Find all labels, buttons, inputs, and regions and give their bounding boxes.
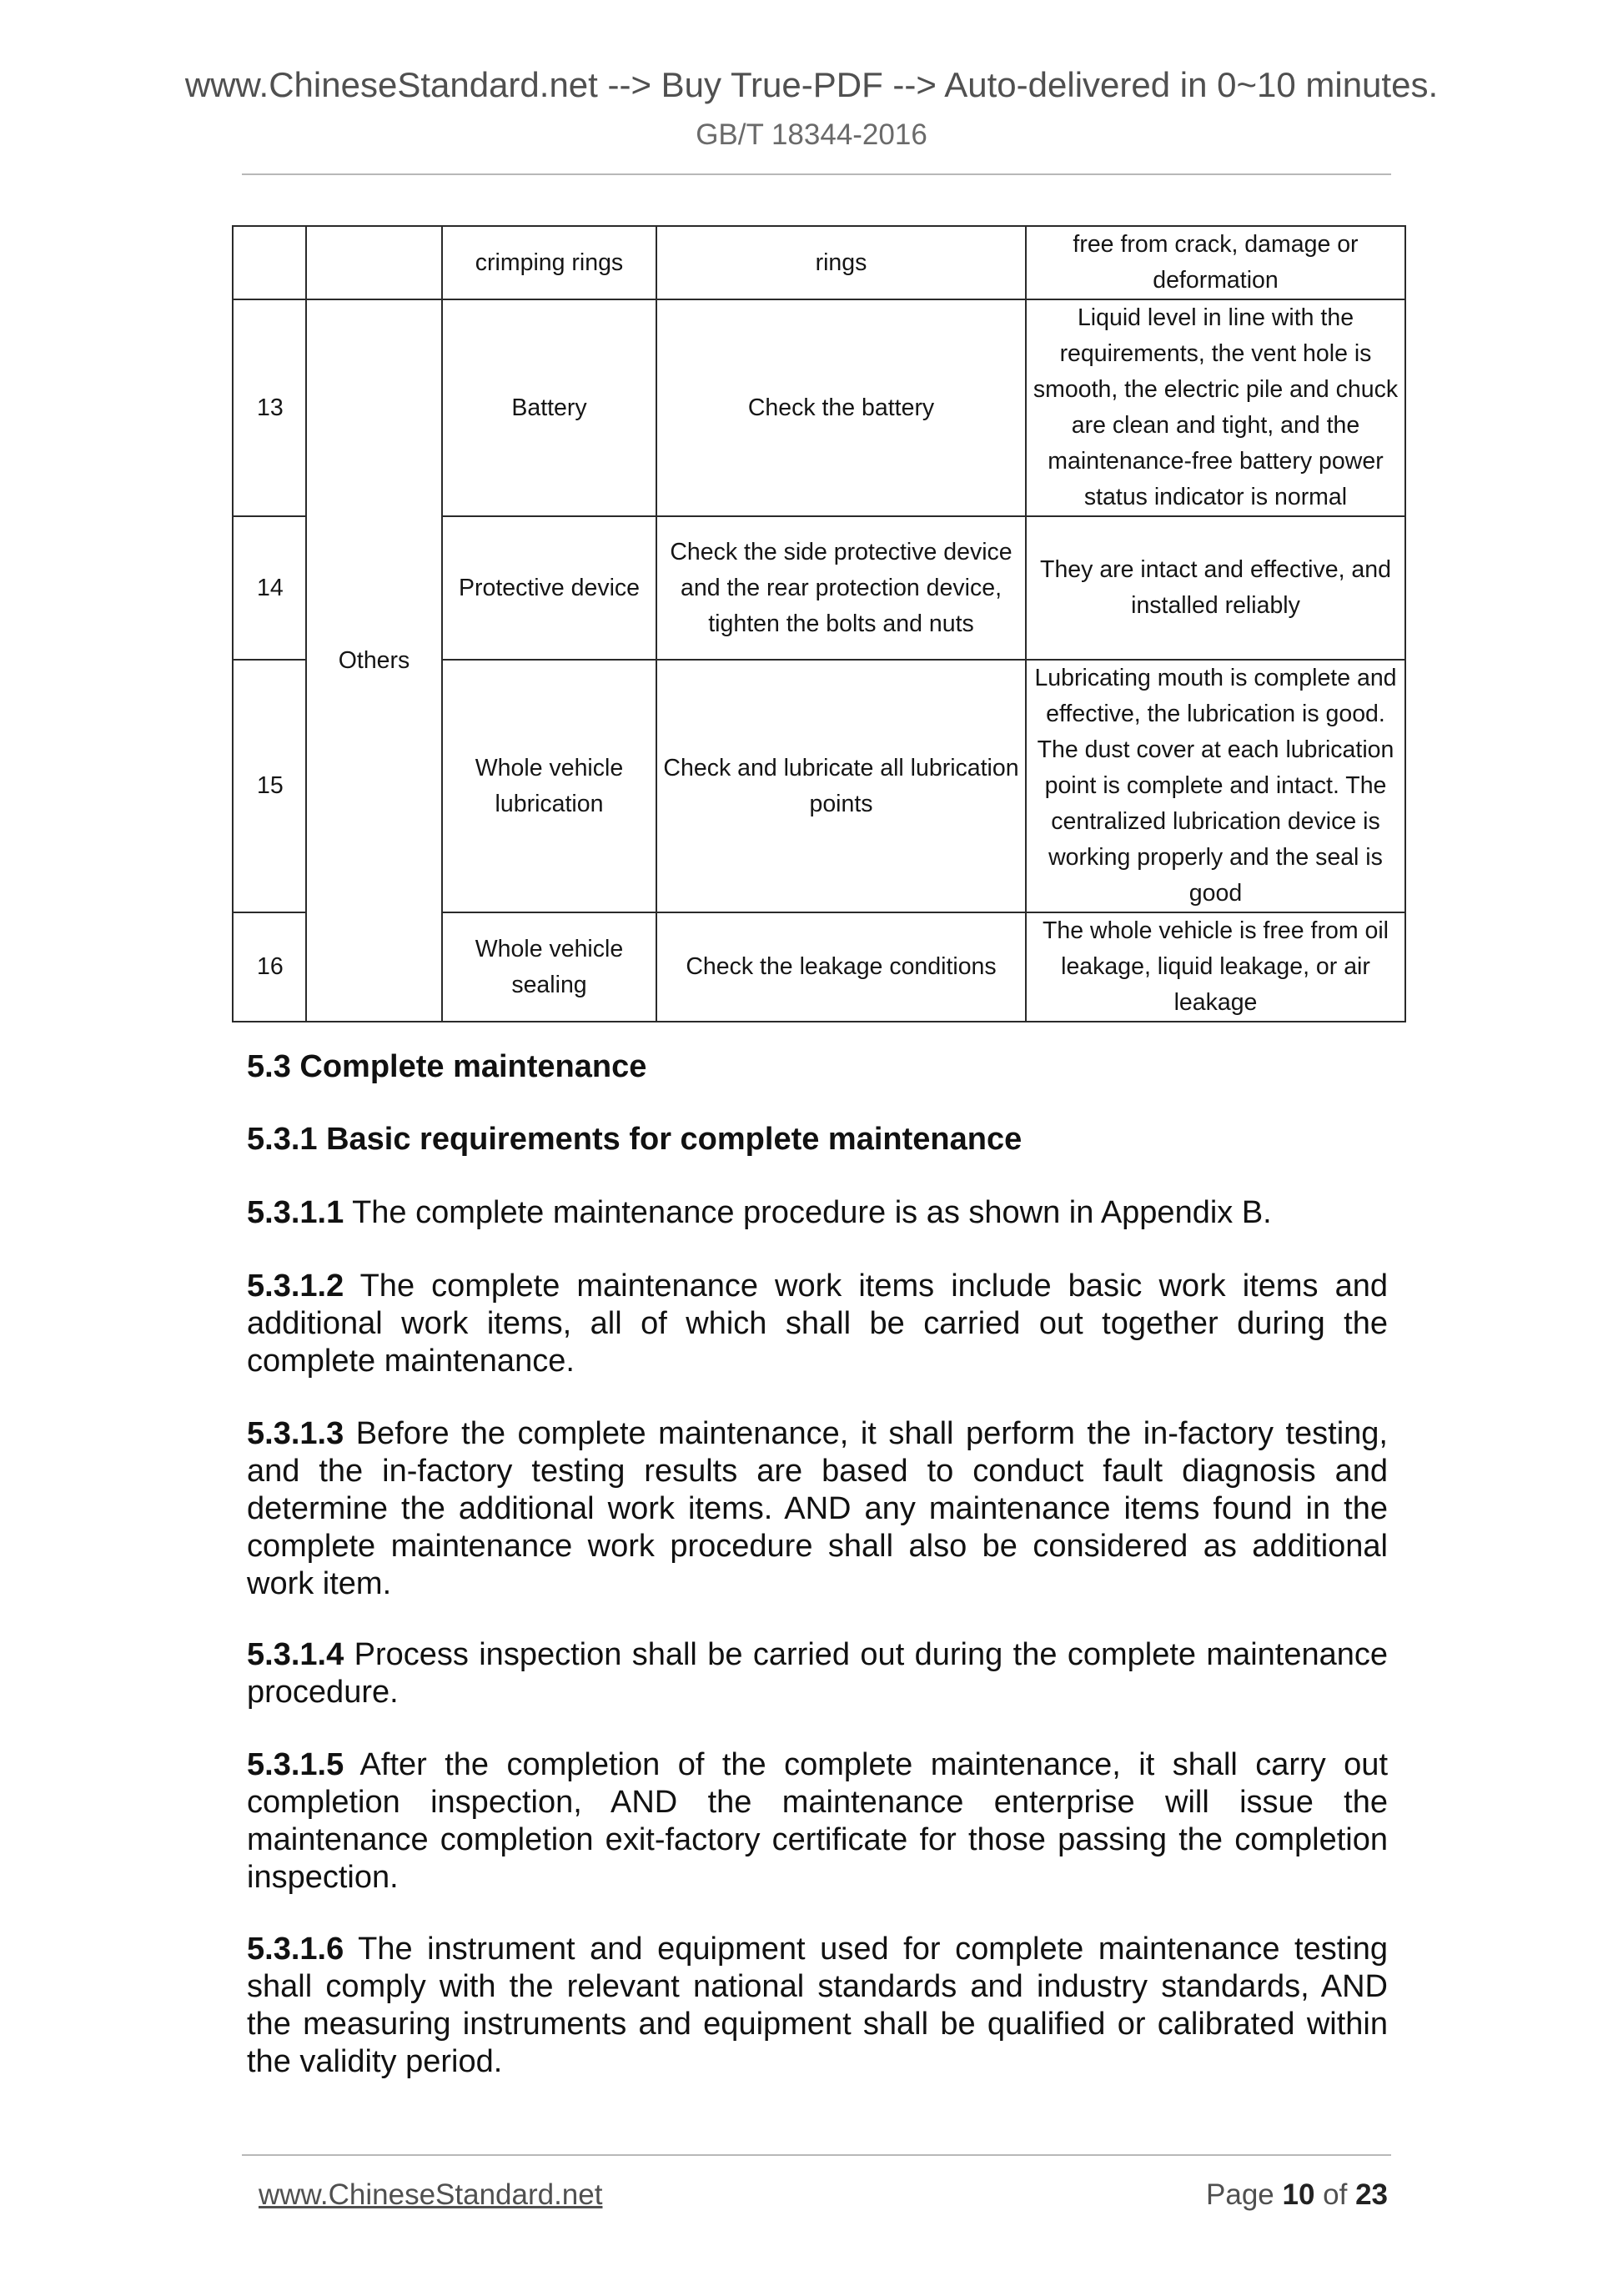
table-cell-num: 14 — [233, 516, 306, 660]
table-cell-content: rings — [656, 226, 1026, 299]
table-cell-item: Battery — [442, 299, 656, 516]
table-cell-item: crimping rings — [442, 226, 656, 299]
table-cell-item: Whole vehicle lubrication — [442, 660, 656, 912]
clause-number: 5.3.1.5 — [247, 1747, 344, 1782]
table-cell-content: Check the side protective device and the rear protection device, tighten the bolts and nuts — [656, 516, 1026, 660]
clause-text: After the completion of the complete maintenance, it shall carry out completion inspection, AND the maintenance enterprise will issue the maintenance completion exit-factory certificate for those passing the completion inspection. — [247, 1747, 1388, 1895]
page-current: 10 — [1282, 2178, 1315, 2211]
section-subtitle: 5.3.1 Basic requirements for complete maintenance — [247, 1122, 1023, 1157]
clause-number: 5.3.1.3 — [247, 1416, 344, 1451]
table-row-continued — [233, 226, 1405, 299]
page-indicator — [1206, 2178, 1388, 2212]
table-cell-num: 16 — [233, 912, 306, 1022]
clause-paragraph — [247, 1194, 1388, 1232]
clause-paragraph — [247, 1931, 1388, 2081]
table-cell-requirement: free from crack, damage or deformation — [1026, 226, 1405, 299]
clause-number: 5.3.1.4 — [247, 1637, 344, 1672]
table-cell-requirement: The whole vehicle is free from oil leakage, liquid leakage, or air leakage — [1026, 912, 1405, 1022]
clause-paragraph — [247, 1268, 1388, 1380]
standard-id: GB/T 18344-2016 — [696, 118, 927, 151]
clause-paragraph — [247, 1746, 1388, 1897]
page-total: 23 — [1355, 2178, 1388, 2211]
clause-number: 5.3.1.2 — [247, 1269, 344, 1304]
page-of: of — [1314, 2178, 1356, 2211]
table-row — [233, 299, 1405, 516]
clause-text: The complete maintenance procedure is as shown in Appendix B. — [344, 1195, 1272, 1230]
header-divider — [242, 173, 1391, 175]
clause-text: Process inspection shall be carried out during the complete maintenance procedure. — [247, 1637, 1388, 1710]
section-title: 5.3 Complete maintenance — [247, 1049, 647, 1084]
table-cell-num: 13 — [233, 299, 306, 516]
clause-number: 5.3.1.1 — [247, 1195, 344, 1230]
header-banner: www.ChineseStandard.net --> Buy True-PDF --> Auto-delivered in 0~10 minutes. — [184, 65, 1439, 104]
table-cell-content: Check the leakage conditions — [656, 912, 1026, 1022]
table-cell-group — [306, 226, 442, 299]
clause-text: The instrument and equipment used for complete maintenance testing shall comply with the relevant national standards and industry standards, AND the measuring instruments and equipment shall be qualified or calibrated within the validity period. — [247, 1932, 1388, 2079]
table-cell-item: Whole vehicle sealing — [442, 912, 656, 1022]
page-prefix: Page — [1206, 2178, 1283, 2211]
table-cell-requirement: Liquid level in line with the requirements, the vent hole is smooth, the electric pile and chuck are clean and tight, and the maintenance-free battery power status indicator is normal — [1026, 299, 1405, 516]
clause-number: 5.3.1.6 — [247, 1932, 344, 1967]
clause-text: The complete maintenance work items include basic work items and additional work items, all of which shall be carried out together during the complete maintenance. — [247, 1269, 1388, 1379]
clause-paragraph — [247, 1415, 1388, 1603]
table-cell-item: Protective device — [442, 516, 656, 660]
footer-divider — [242, 2154, 1391, 2156]
table-cell-num — [233, 226, 306, 299]
table-cell-content: Check and lubricate all lubrication points — [656, 660, 1026, 912]
table-cell-content: Check the battery — [656, 299, 1026, 516]
table-cell-requirement: Lubricating mouth is complete and effective, the lubrication is good. The dust cover at each lubrication point is complete and intact. The centralized lubrication device is working properly and the seal is good — [1026, 660, 1405, 912]
footer-site-link[interactable]: www.ChineseStandard.net — [259, 2178, 603, 2211]
table-cell-requirement: They are intact and effective, and installed reliably — [1026, 516, 1405, 660]
clause-text: Before the complete maintenance, it shall perform the in-factory testing, and the in-factory testing results are based to conduct fault diagnosis and determine the additional work items. AND any maintenance items found in the complete maintenance work procedure shall also be considered as additional work item. — [247, 1416, 1388, 1601]
maintenance-table — [232, 225, 1406, 1022]
table-cell-group: Others — [306, 299, 442, 1022]
clause-paragraph — [247, 1636, 1388, 1711]
table-cell-num: 15 — [233, 660, 306, 912]
